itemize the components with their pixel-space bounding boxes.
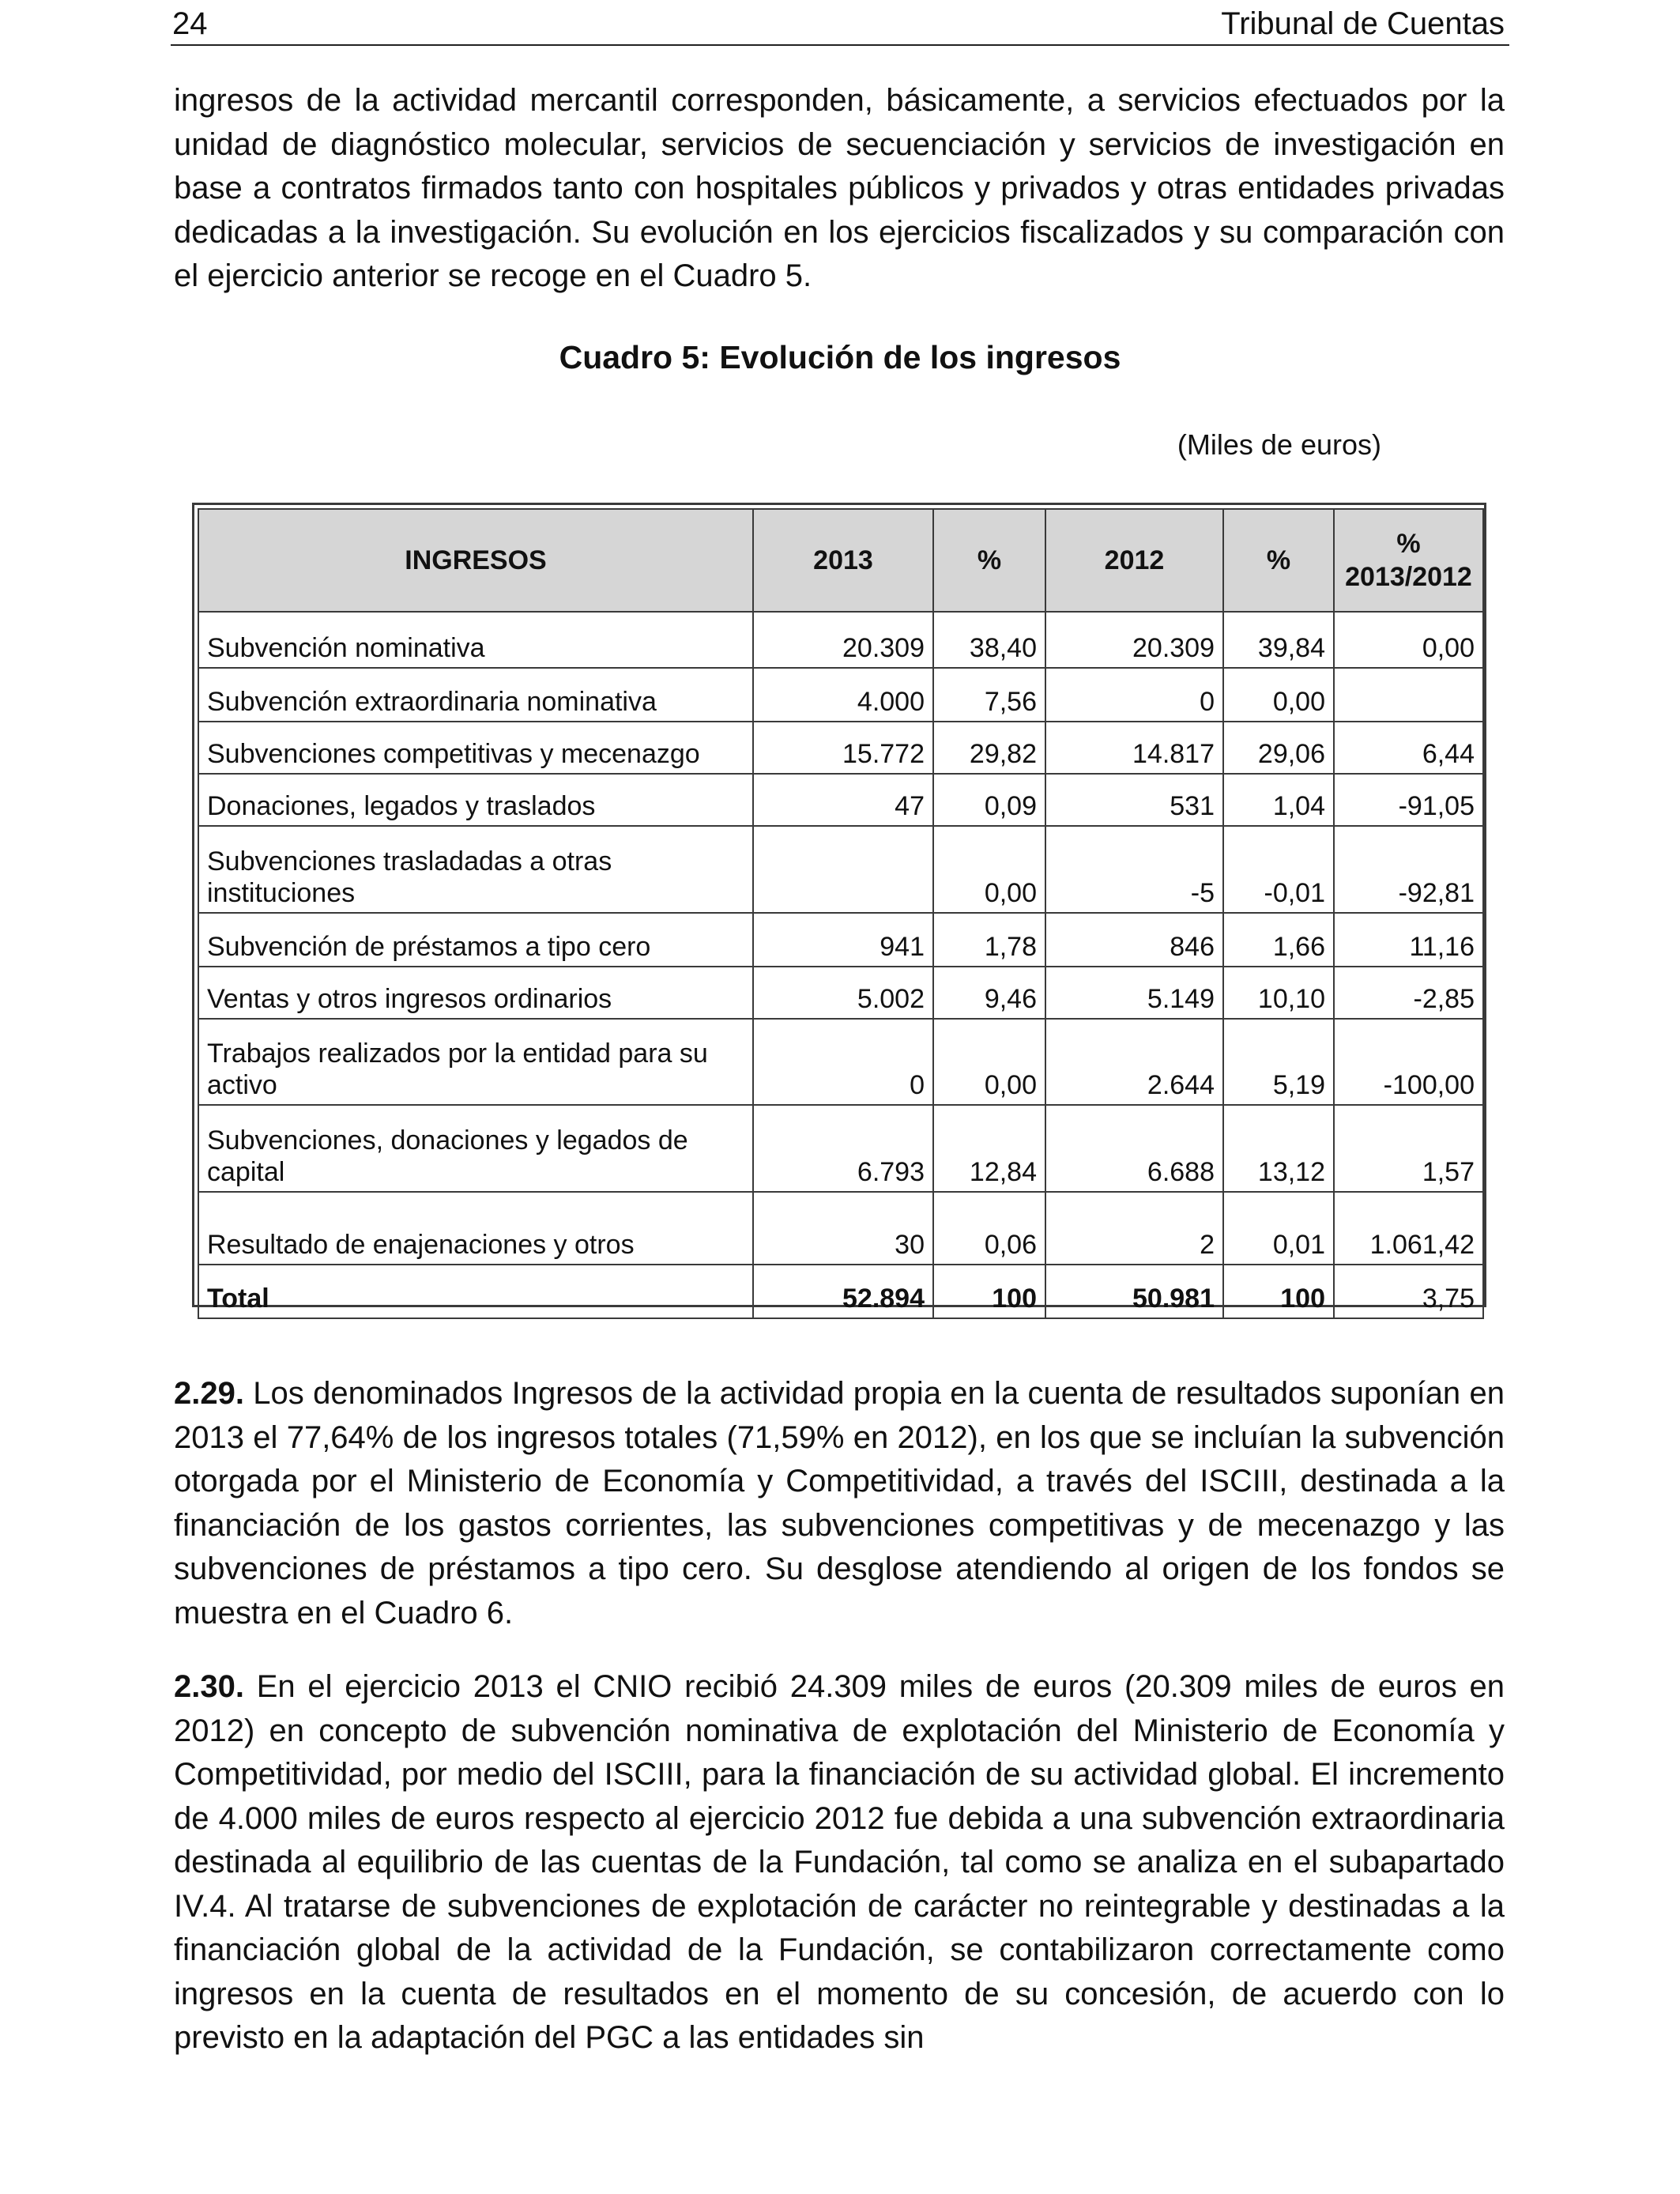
row-label: Subvención extraordinaria nominativa: [198, 668, 753, 722]
row-label: Resultado de enajenaciones y otros: [198, 1192, 753, 1265]
row-value: -5: [1045, 826, 1223, 913]
row-value: 10,10: [1223, 967, 1334, 1019]
header-pct-2012: %: [1223, 509, 1334, 612]
row-value: 0,00: [1334, 612, 1483, 668]
intro-paragraph: ingresos de la actividad mercantil corresponden, básicamente, a servicios efectuados por la unidad de diagnóstico molecular, servicios de secuenciación y servicios de investigación en base a contratos firmados tanto con hospitales públicos y privados y otras entidades privadas dedicadas a la investigación. Su evolución en los ejercicios fiscalizados y su comparación con el ejercicio anterior se recoge en el Cuadro 5.: [174, 83, 1505, 293]
row-label: Subvenciones competitivas y mecenazgo: [198, 722, 753, 774]
row-value: 7,56: [933, 668, 1045, 722]
row-value: 13,12: [1223, 1105, 1334, 1192]
row-value: 50.981: [1045, 1265, 1223, 1318]
row-value: 38,40: [933, 612, 1045, 668]
row-value: 5.149: [1045, 967, 1223, 1019]
row-label: Donaciones, legados y traslados: [198, 774, 753, 826]
table-row: [198, 913, 1483, 967]
row-label: Subvenciones, donaciones y legados de capital: [198, 1105, 753, 1192]
row-label: Ventas y otros ingresos ordinarios: [198, 967, 753, 1019]
paragraph-2-29-text: Los denominados Ingresos de la actividad propia en la cuenta de resultados suponían en 2013 el 77,64% de los ingresos totales (71,59% en 2012), en los que se incluían la subvención otorgada por el Ministerio de Economía y Competitividad, a través del ISCIII, destinada a la financiación de los gastos corrientes, las subvenciones competitivas y de mecenazgo y las subvenciones de préstamos a tipo cero. Su desglose atendiendo al origen de los fondos se muestra en el Cuadro 6.: [174, 1376, 1505, 1630]
paragraph-2-29: [174, 1372, 1505, 1635]
row-value: -2,85: [1334, 967, 1483, 1019]
row-value: -91,05: [1334, 774, 1483, 826]
row-value: 29,82: [933, 722, 1045, 774]
row-value: 39,84: [1223, 612, 1334, 668]
table-row: [198, 722, 1483, 774]
table-row: [198, 967, 1483, 1019]
header-pct-2013: %: [933, 509, 1045, 612]
row-label: Subvenciones trasladadas a otras instituciones: [198, 826, 753, 913]
row-value: 0,00: [1223, 668, 1334, 722]
table-row: [198, 612, 1483, 668]
row-value: 100: [1223, 1265, 1334, 1318]
table-row: [198, 1192, 1483, 1265]
row-value: 0,06: [933, 1192, 1045, 1265]
row-value: 0: [753, 1019, 933, 1105]
row-value: 47: [753, 774, 933, 826]
paragraph-2-30-number: 2.30.: [174, 1669, 244, 1704]
row-value: 0,09: [933, 774, 1045, 826]
row-label: Subvención nominativa: [198, 612, 753, 668]
row-value: 14.817: [1045, 722, 1223, 774]
paragraph-2-30: [174, 1665, 1505, 2060]
row-value: 531: [1045, 774, 1223, 826]
header-2013: 2013: [753, 509, 933, 612]
row-value: 30: [753, 1192, 933, 1265]
header-rule: [171, 44, 1509, 46]
table-row: [198, 1105, 1483, 1192]
row-label: Trabajos realizados por la entidad para su activo: [198, 1019, 753, 1105]
header-2012: 2012: [1045, 509, 1223, 612]
row-value: 2.644: [1045, 1019, 1223, 1105]
row-value: 9,46: [933, 967, 1045, 1019]
row-value: 5,19: [1223, 1019, 1334, 1105]
row-value: 29,06: [1223, 722, 1334, 774]
table-row: [198, 774, 1483, 826]
header-pct-change-years: 2013/2012: [1345, 562, 1472, 592]
table-row: [198, 826, 1483, 913]
header-pct-change: [1334, 509, 1483, 612]
table-row: [198, 668, 1483, 722]
row-value: 6,44: [1334, 722, 1483, 774]
row-value: 2: [1045, 1192, 1223, 1265]
table-total-row: [198, 1265, 1483, 1318]
table-row: [198, 1019, 1483, 1105]
row-value: 846: [1045, 913, 1223, 967]
row-value: 4.000: [753, 668, 933, 722]
running-header: Tribunal de Cuentas: [1221, 6, 1505, 41]
table-caption: Cuadro 5: Evolución de los ingresos: [559, 339, 1121, 375]
table-header-row: [198, 509, 1483, 612]
page-number: 24: [172, 6, 208, 41]
header-pct-change-symbol: %: [1396, 529, 1421, 559]
income-table-frame: [192, 503, 1486, 1314]
header-ingresos: INGRESOS: [198, 509, 753, 612]
paragraph-2-29-number: 2.29.: [174, 1376, 244, 1411]
row-value: 0,00: [933, 826, 1045, 913]
row-value: 0,00: [933, 1019, 1045, 1105]
row-value: 20.309: [1045, 612, 1223, 668]
row-value: 11,16: [1334, 913, 1483, 967]
table-body: [198, 612, 1483, 1318]
row-value: 3,75: [1334, 1265, 1483, 1318]
row-value: [1334, 668, 1483, 722]
row-label: Subvención de préstamos a tipo cero: [198, 913, 753, 967]
row-value: [753, 826, 933, 913]
row-value: 15.772: [753, 722, 933, 774]
row-value: 1,57: [1334, 1105, 1483, 1192]
row-value: -100,00: [1334, 1019, 1483, 1105]
row-value: 1.061,42: [1334, 1192, 1483, 1265]
row-value: 0,01: [1223, 1192, 1334, 1265]
income-table: [198, 508, 1484, 1319]
table-units: (Miles de euros): [1177, 428, 1381, 461]
row-value: -92,81: [1334, 826, 1483, 913]
row-value: 0: [1045, 668, 1223, 722]
row-value: 12,84: [933, 1105, 1045, 1192]
row-value: 100: [933, 1265, 1045, 1318]
row-value: 5.002: [753, 967, 933, 1019]
row-value: 20.309: [753, 612, 933, 668]
row-value: 6.688: [1045, 1105, 1223, 1192]
row-value: 1,78: [933, 913, 1045, 967]
row-value: 52.894: [753, 1265, 933, 1318]
row-value: 941: [753, 913, 933, 967]
row-value: 1,66: [1223, 913, 1334, 967]
row-value: 1,04: [1223, 774, 1334, 826]
row-value: -0,01: [1223, 826, 1334, 913]
row-label: Total: [198, 1265, 753, 1318]
row-value: 6.793: [753, 1105, 933, 1192]
paragraph-2-30-text: En el ejercicio 2013 el CNIO recibió 24.309 miles de euros (20.309 miles de euros en 2012) en concepto de subvención nominativa de explotación del Ministerio de Economía y Competitividad, por medio del ISCIII, para la financiación de su actividad global. El incremento de 4.000 miles de euros respecto al ejercicio 2012 fue debida a una subvención extraordinaria destinada al equilibrio de las cuentas de la Fundación, tal como se analiza en el subapartado IV.4. Al tratarse de subvenciones de explotación de carácter no reintegrable y destinadas a la financiación global de la actividad de la Fundación, se contabilizaron correctamente como ingresos en la cuenta de resultados en el momento de su concesión, de acuerdo con lo previsto en la adaptación del PGC a las entidades sin: [174, 1669, 1505, 2055]
